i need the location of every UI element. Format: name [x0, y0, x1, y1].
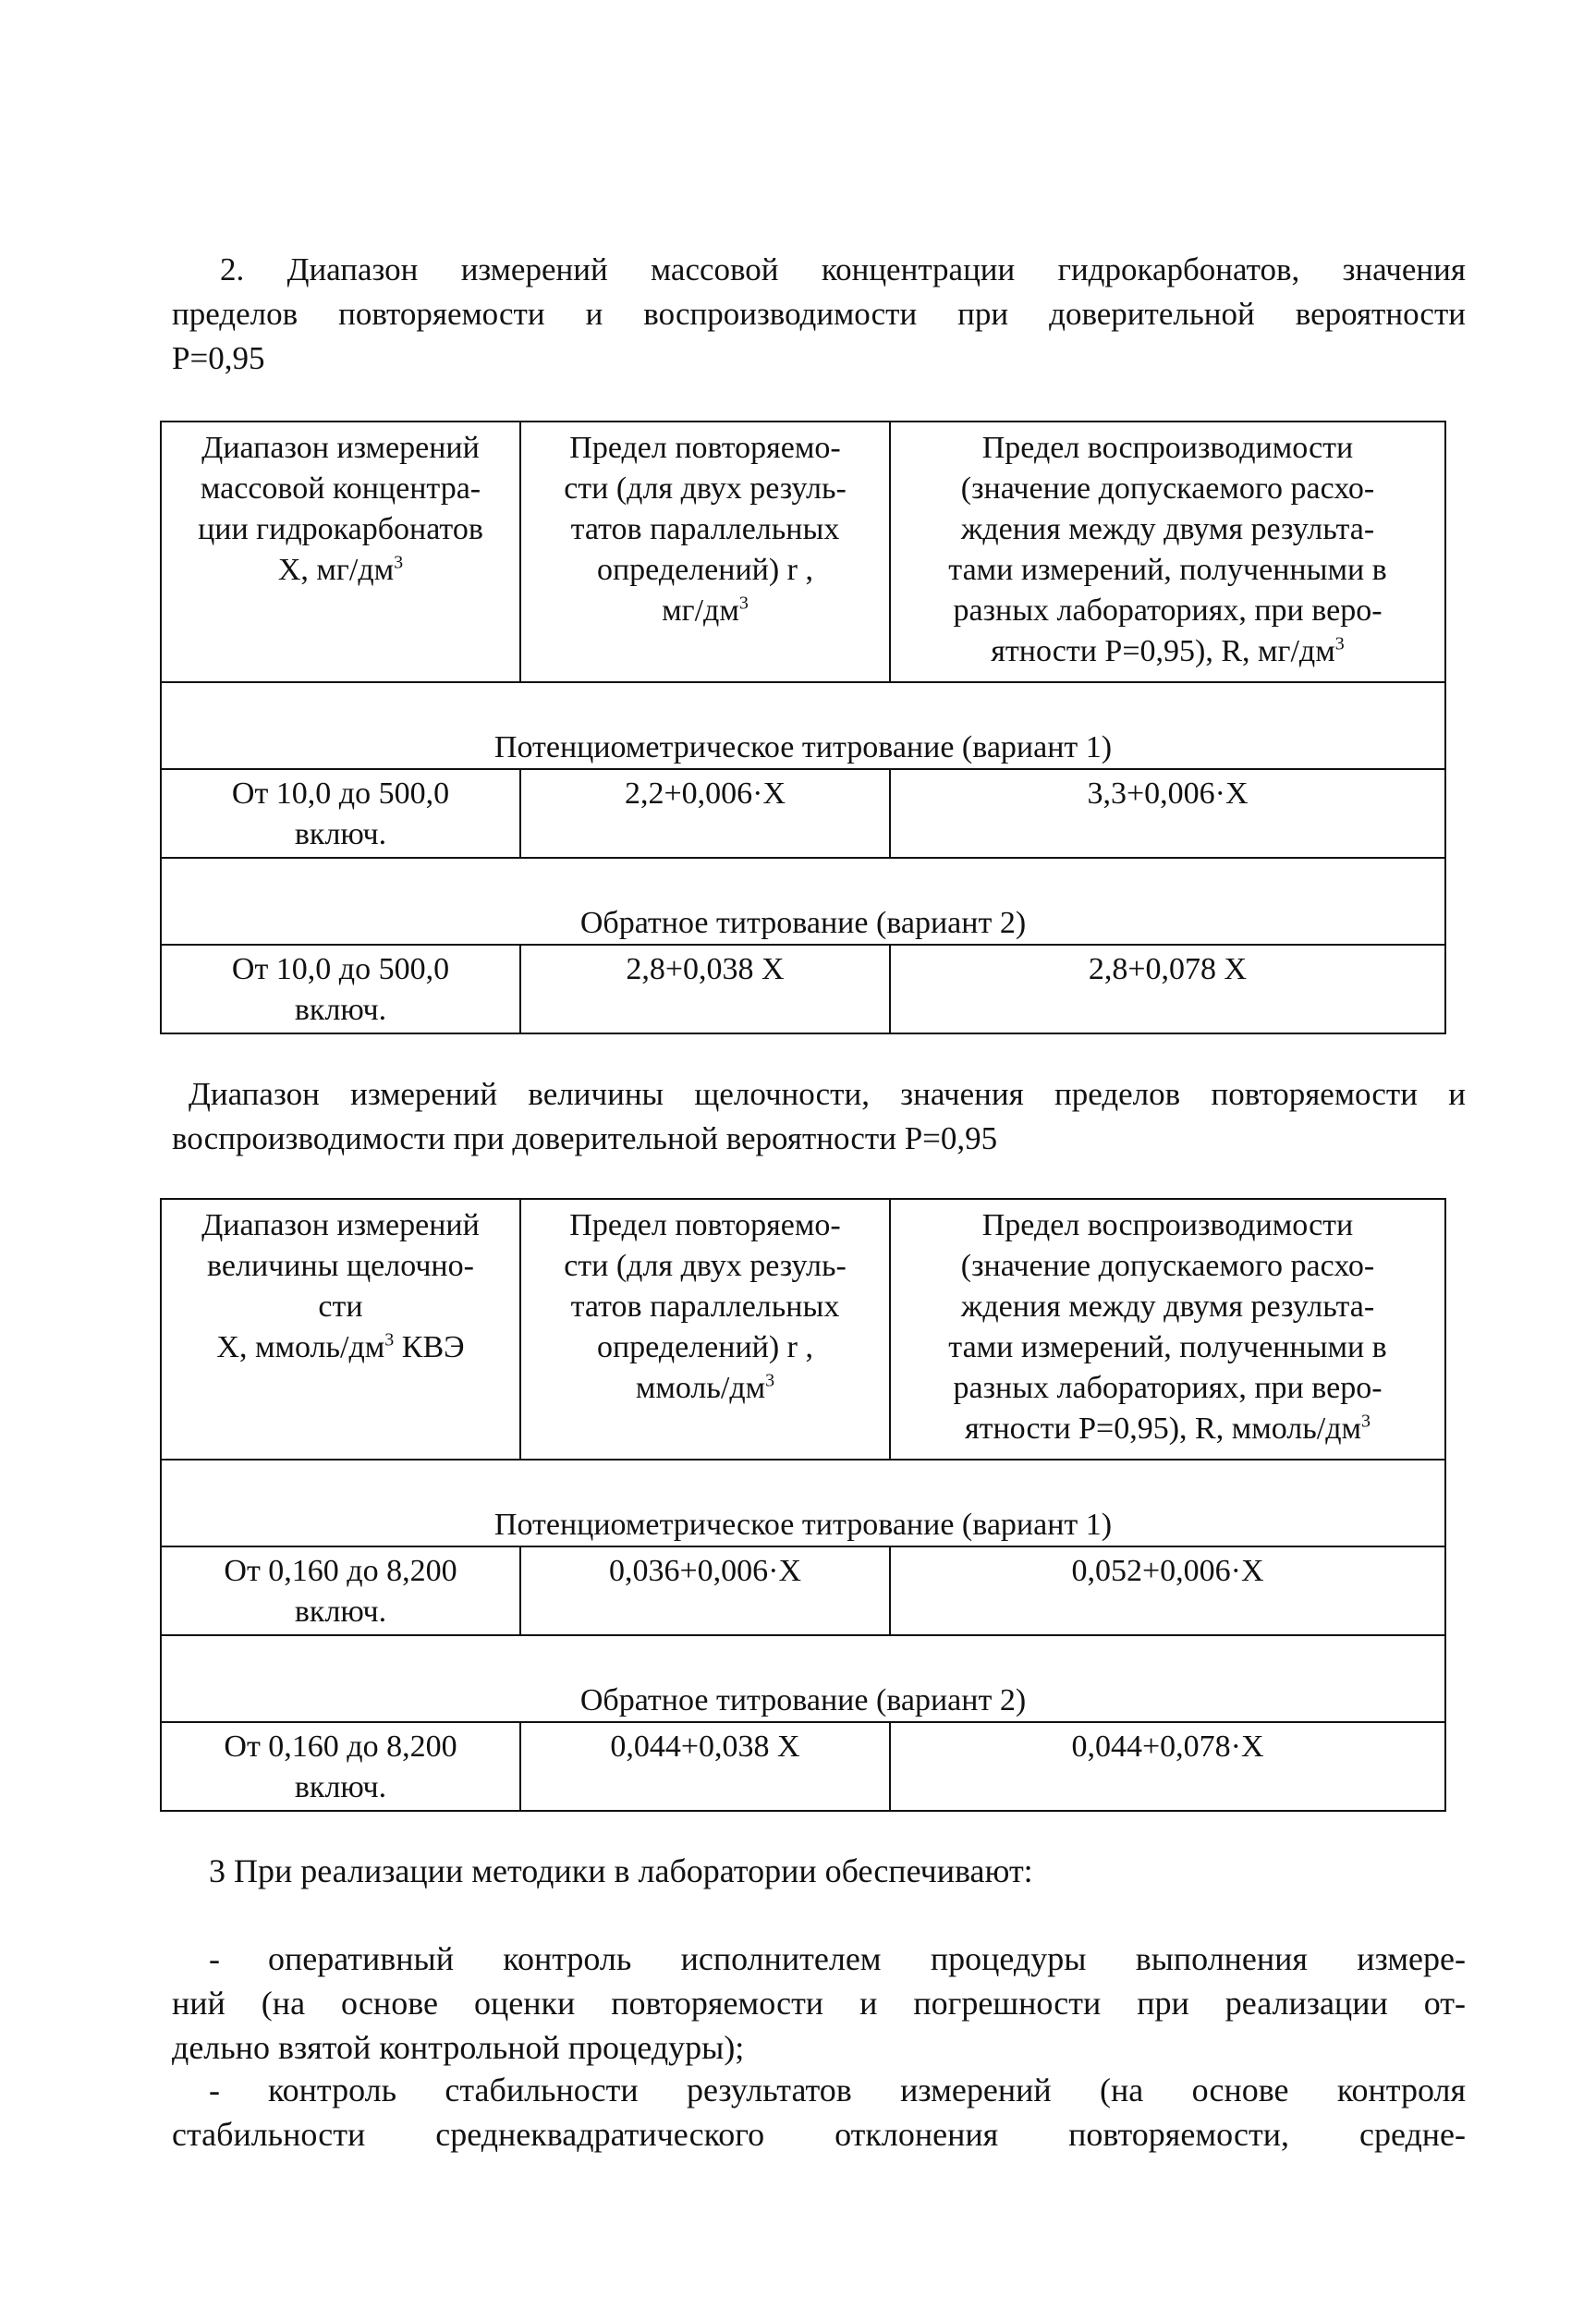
header-line: определений) r , — [596, 553, 813, 587]
header-line: величины щелочно- — [207, 1249, 474, 1283]
table-row — [161, 1722, 1445, 1811]
range-line: включ. — [294, 817, 387, 851]
section-3-item-2 — [172, 2068, 1466, 2157]
range-line: включ. — [294, 1770, 387, 1804]
text-line: стабильности среднеквадратического отклонения повторяемости, средне- — [172, 2116, 1466, 2153]
header-line: тами измерений, полученными в — [948, 1330, 1387, 1364]
header-line: разных лабораториях, при веро- — [953, 593, 1383, 628]
range-line: От 0,160 до 8,200 — [224, 1554, 457, 1588]
header-line: ждения между двумя результа- — [960, 1289, 1375, 1324]
header-line: определений) r , — [596, 1330, 813, 1364]
header-line: ции гидрокарбонатов — [198, 512, 483, 546]
header-line: сти (для двух резуль- — [564, 471, 847, 506]
range-line: включ. — [294, 1595, 387, 1629]
repeatability-cell: 0,036+0,006·Х — [520, 1546, 890, 1635]
text-line: - контроль стабильности результатов измерений (на основе контроля — [172, 2068, 1466, 2112]
header-reproducibility — [890, 1199, 1445, 1460]
repeatability-cell: 0,044+0,038 Х — [520, 1722, 890, 1811]
text-line: ний (на основе оценки повторяемости и погрешности при реализации от- — [172, 1985, 1466, 2022]
header-line: (значение допускаемого расхо- — [960, 471, 1375, 506]
range-line: От 10,0 до 500,0 — [231, 952, 450, 986]
range-cell — [161, 1722, 520, 1811]
header-line: сти (для двух резуль- — [564, 1249, 847, 1283]
text-line: дельно взятой контрольной процедуры); — [172, 2029, 745, 2066]
header-range — [161, 422, 520, 682]
text-line: - оперативный контроль исполнителем процедуры выполнения измере- — [172, 1937, 1466, 1981]
method-title: Потенциометрическое титрование (вариант 1) — [161, 1460, 1445, 1546]
table-header-row — [161, 422, 1445, 682]
range-cell — [161, 769, 520, 858]
hydrocarbonate-table — [160, 421, 1446, 1034]
range-line: включ. — [294, 993, 387, 1027]
method-title: Потенциометрическое титрование (вариант 1) — [161, 682, 1445, 769]
method-title: Обратное титрование (вариант 2) — [161, 858, 1445, 945]
range-cell — [161, 945, 520, 1033]
header-line: сти — [318, 1289, 363, 1324]
header-line: Х, ммоль/$дм^3$ КВЭ — [216, 1329, 465, 1364]
header-line: Диапазон измерений — [201, 431, 480, 465]
header-line: Предел повторяемо- — [569, 1208, 841, 1242]
section-3-heading — [172, 1849, 1466, 1893]
dash-bullet: - — [209, 2072, 220, 2108]
header-line: массовой концентра- — [200, 471, 481, 506]
range-cell — [161, 1546, 520, 1635]
header-line: ятности Р=0,95), R, $мг/дм^3$ — [991, 633, 1345, 668]
header-line: татов параллельных — [570, 512, 840, 546]
heading-text: 3 При реализации методики в лаборатории обеспечивают: — [209, 1852, 1033, 1889]
table-row — [161, 1546, 1445, 1635]
header-line: (значение допускаемого расхо- — [960, 1249, 1375, 1283]
header-repeatability — [520, 1199, 890, 1460]
repeatability-cell: 2,8+0,038 Х — [520, 945, 890, 1033]
range-line: От 10,0 до 500,0 — [231, 776, 450, 811]
header-reproducibility — [890, 422, 1445, 682]
header-line: Предел повторяемо- — [569, 431, 841, 465]
dash-bullet: - — [209, 1940, 220, 1977]
table-row — [161, 769, 1445, 858]
reproducibility-cell: 2,8+0,078 Х — [890, 945, 1445, 1033]
header-line: ммоль/$дм^3$ — [635, 1370, 775, 1405]
header-range — [161, 1199, 520, 1460]
header-line: Диапазон измерений — [201, 1208, 480, 1242]
header-line: Х, $мг/дм^3$ — [277, 552, 404, 587]
text-line: 2. Диапазон измерений массовой концентрации гидрокарбонатов, значения — [220, 251, 1466, 287]
alkalinity-table — [160, 1198, 1446, 1812]
group-title-row — [161, 1635, 1445, 1722]
group-title-row — [161, 682, 1445, 769]
group-title-row — [161, 858, 1445, 945]
header-line: ятности Р=0,95), R, ммоль/$дм^3$ — [964, 1411, 1371, 1446]
header-line: Предел воспроизводимости — [981, 431, 1354, 465]
text-line: пределов повторяемости и воспроизводимости при доверительной вероятности — [172, 296, 1466, 332]
table-header-row — [161, 1199, 1445, 1460]
header-line: разных лабораториях, при веро- — [953, 1371, 1383, 1405]
reproducibility-cell: 0,044+0,078·Х — [890, 1722, 1445, 1811]
section-2-paragraph — [172, 248, 1466, 381]
repeatability-cell: 2,2+0,006·Х — [520, 769, 890, 858]
text-line: Р=0,95 — [172, 340, 265, 376]
header-line: ждения между двумя результа- — [960, 512, 1375, 546]
text-line: воспроизводимости при доверительной вероятности Р=0,95 — [172, 1120, 998, 1156]
text-line: Диапазон измерений величины щелочности, значения пределов повторяемости и — [189, 1076, 1466, 1112]
range-line: От 0,160 до 8,200 — [224, 1729, 457, 1764]
header-line: тами измерений, полученными в — [948, 553, 1387, 587]
group-title-row — [161, 1460, 1445, 1546]
alkalinity-paragraph — [172, 1072, 1466, 1161]
header-line: $мг/дм^3$ — [662, 593, 749, 628]
section-3-item-1 — [172, 1937, 1466, 2070]
header-line: Предел воспроизводимости — [981, 1208, 1354, 1242]
header-line: татов параллельных — [570, 1289, 840, 1324]
header-repeatability — [520, 422, 890, 682]
reproducibility-cell: 3,3+0,006·Х — [890, 769, 1445, 858]
method-title: Обратное титрование (вариант 2) — [161, 1635, 1445, 1722]
reproducibility-cell: 0,052+0,006·Х — [890, 1546, 1445, 1635]
table-row — [161, 945, 1445, 1033]
